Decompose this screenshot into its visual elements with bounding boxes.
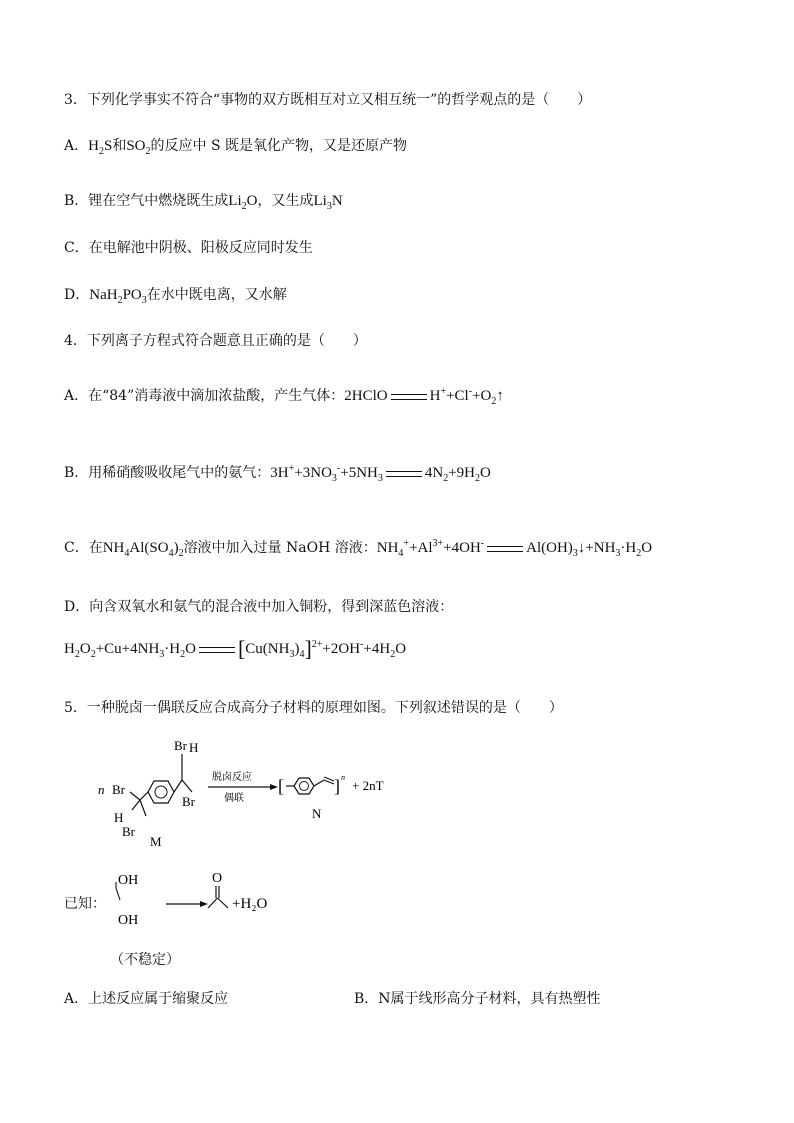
ketone-o: O (212, 871, 223, 886)
polymer-subscript-n: n (341, 773, 345, 782)
q5-option-b: B．N属于线形高分子材料，具有热塑性 (354, 991, 601, 1007)
arrow-label-top: 脱卤反应 (212, 772, 252, 783)
gem-diol-scheme (98, 868, 298, 934)
q3-stem: 3．下列化学事实不符合“事物的双方既相互对立又相互统一”的哲学观点的是（ ） (64, 92, 592, 108)
arrow-label-bottom: 偶联 (224, 793, 244, 804)
q3-option-d: D．$NaH_2PO_3$在水中既电离，又水解 (64, 287, 287, 306)
q4-option-d: D．向含双氧水和氨气的混合液中加入铜粉，得到深蓝色溶液： (64, 599, 454, 615)
scheme-h-top: H (189, 740, 199, 755)
q4-option-b: B．用稀硝酸吸收尾气中的氨气：$3H^++3NO_3^-+5NH_3$ $4N_2+9H_2O$ (64, 463, 491, 484)
diol-oh-top: OH (118, 873, 139, 888)
q3-option-c: C．在电解池中阴极、阳极反应同时发生 (64, 240, 313, 256)
scheme-br-top: Br (174, 738, 187, 753)
diol-oh-bottom: OH (118, 913, 139, 928)
q5-known-label: 已知： (64, 896, 106, 912)
scheme-br-lower: Br (122, 824, 135, 839)
polymer-bracket-right: ] (334, 776, 340, 796)
scheme-br-left: Br (112, 782, 125, 797)
scheme-n: n (98, 782, 105, 797)
reaction-scheme (88, 734, 448, 852)
scheme-product-tail: + 2nT (352, 778, 384, 793)
q4-option-d-equation: $H_2O_2+Cu+4NH_3\cdot H_2O$ $[Cu(NH_3)_4]^{2+}+2OH^-+4H_2O$ (64, 636, 407, 661)
product-water: +H₂O (232, 896, 268, 912)
q4-stem: 4．下列离子方程式符合题意且正确的是（ ） (64, 333, 367, 349)
scheme-br-right: Br (182, 794, 195, 809)
q3-option-b: B．锂在空气中燃烧既生成$Li_2O$，又生成$Li_3N$ (64, 193, 343, 212)
scheme-h-lower: H (114, 810, 124, 825)
q4-option-c: C．在$NH_4Al(SO_4)_2$溶液中加入过量 NaOH 溶液：$NH_4^++Al^{3+}+4OH^-$ $Al(OH)_3↓+NH_3\cdot H_2O$ (64, 538, 653, 559)
scheme-label-n: N (312, 806, 322, 821)
polymer-bracket-left: [ (278, 776, 284, 796)
q5-option-a: A．上述反应属于缩聚反应 (64, 991, 229, 1007)
q5-unstable-note: （不稳定） (110, 952, 180, 968)
q5-stem: 5．一种脱卤一偶联反应合成高分子材料的原理如图。下列叙述错误的是（ ） (64, 700, 563, 716)
q3-option-a: A．$H_2S$和$SO_2$的反应中 S 既是氧化产物，又是还原产物 (64, 138, 407, 157)
scheme-label-m: M (150, 834, 162, 849)
q4-option-a: A．在“84”消毒液中滴加浓盐酸，产生气体：2HClO $H^++Cl^-+O_2↑$ (64, 386, 504, 407)
